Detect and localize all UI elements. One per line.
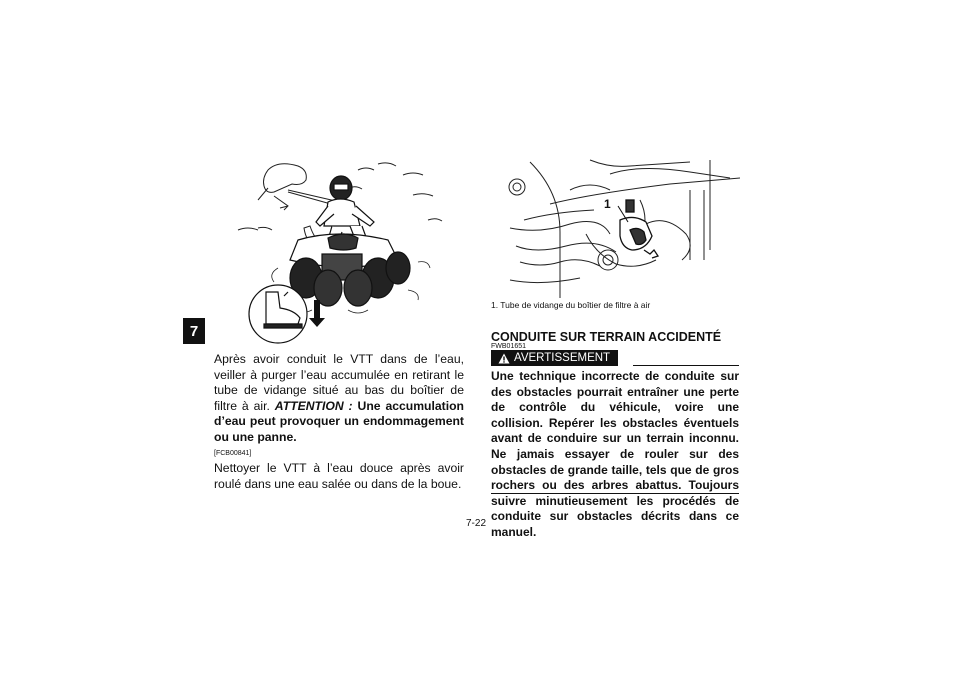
warning-label: AVERTISSEMENT bbox=[514, 352, 611, 364]
callout-1: 1 bbox=[604, 197, 611, 211]
figure-caption: 1. Tube de vidange du boîtier de filtre à air bbox=[491, 300, 651, 310]
reference-code: [FCB00841] bbox=[214, 450, 252, 457]
section-title: CONDUITE SUR TERRAIN ACCIDENTÉ bbox=[491, 330, 722, 344]
paragraph-clean: Nettoyer le VTT à l’eau douce après avoir roulé dans une eau salée ou dans de la boue. bbox=[214, 461, 464, 491]
page-number: 7-22 bbox=[466, 518, 487, 529]
chapter-tab: 7 bbox=[183, 318, 205, 344]
attention-label: ATTENTION : bbox=[274, 398, 353, 413]
warning-badge bbox=[491, 350, 618, 366]
air-filter-drain-illustration bbox=[490, 150, 740, 298]
section-code: FWB01651 bbox=[491, 343, 527, 350]
warning-rule bbox=[633, 365, 739, 366]
paragraph-drain-text: Après avoir conduit le VTT dans de l’eau, veiller à purger l’eau accumulée en retirant le tube de vidange situé au bas du boîtier de filtre à air. bbox=[214, 352, 464, 413]
warning-triangle-icon bbox=[498, 353, 510, 364]
warning-text: Une technique incorrecte de conduite sur des obstacles pourrait entraîner une perte de contrôle du véhicule, voire une collision. Repérer les obstacles éventuels avant de conduire sur un terrain inconnu. Ne jamais essayer de rouler sur des obstacles de grande taille, tels que de gros rochers ou des arbres abattus. Toujours suivre minutieusement les procédés de conduite sur obstacles décrits dans ce manuel. bbox=[491, 369, 739, 539]
paragraph-drain bbox=[214, 352, 464, 445]
atv-water-illustration bbox=[228, 150, 448, 345]
attention-text: Une accumulation d’eau peut provoquer un endommagement ou une panne. bbox=[214, 398, 465, 444]
left-column-text bbox=[214, 352, 464, 492]
warning-bottom-rule bbox=[491, 493, 739, 494]
warning-header bbox=[491, 350, 739, 366]
